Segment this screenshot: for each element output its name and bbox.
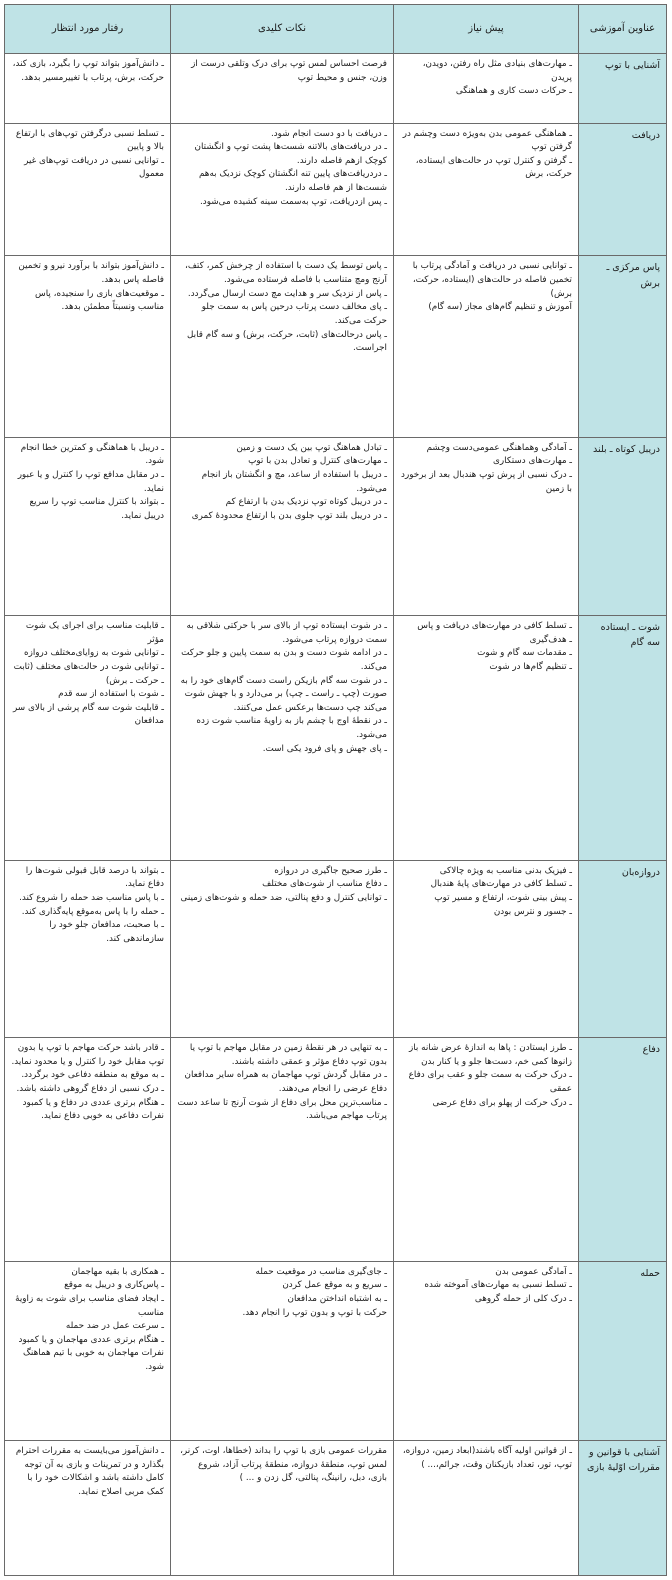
cell-line: ـ شوت با استفاده از سه قدم bbox=[58, 689, 164, 700]
topic-cell: شوت ـ ایستاده سه گام bbox=[579, 616, 667, 861]
key-points-cell bbox=[171, 256, 394, 437]
curriculum-table bbox=[4, 4, 667, 1576]
cell-line: ـ بتواند با درصد قابل قبولی شوت‌ها را دفاع نماید. bbox=[25, 865, 164, 890]
cell-line: ـ طرز صحیح جاگیری در دروازه bbox=[274, 865, 387, 876]
cell-line: ـ پای جهش و پای فرود یکی است. bbox=[262, 743, 387, 754]
prerequisites-cell bbox=[394, 123, 579, 256]
table-row bbox=[5, 860, 667, 1037]
cell-line: ـ پیش بینی شوت، ارتفاع و مسیر توپ bbox=[434, 893, 572, 904]
prerequisites-cell bbox=[394, 860, 579, 1037]
key-points-cell bbox=[171, 1261, 394, 1440]
cell-line: ـ بتواند با کنترل مناسب توپ را سریع دریبل نماید. bbox=[29, 497, 164, 521]
cell-line: ـ قابلیت شوت سه گام پرشی از بالای سر مدافعان bbox=[12, 702, 164, 727]
topic-cell: دریبل کوتاه ـ بلند bbox=[579, 437, 667, 615]
table-header-row bbox=[5, 5, 667, 54]
cell-line: ـ پاس‌کاری و دریبل به موقع bbox=[64, 1280, 164, 1291]
cell-line: ـ درک نسبی از پرش توپ هندبال بعد از برخورد با زمین bbox=[401, 470, 572, 494]
cell-line: ـ درک حرکت از پهلو برای دفاع عرضی bbox=[432, 1097, 572, 1108]
cell-line: ـ تسلط نسبی درگرفتن توپ‌های با ارتفاع بالا و پایین bbox=[15, 128, 164, 153]
topic-cell: پاس مرکزی ـ برش bbox=[579, 256, 667, 437]
cell-line: ـ تسلط نسبی به مهارت‌های آموخته شده bbox=[424, 1280, 572, 1291]
cell-line: ـ پای مخالف دست پرتاب درحین پاس به سمت جلو حرکت می‌کند. bbox=[201, 302, 387, 326]
cell-line: ـ توانایی نسبی در دریافت و آمادگی پرتاب با تخمین فاصله در حالت‌های (ایستاده، حرکت، برش) bbox=[412, 261, 572, 299]
key-points-cell bbox=[171, 616, 394, 861]
cell-line: ـ آمادگی وهماهنگی عمومی‌دست وچشم bbox=[426, 442, 572, 453]
cell-line: ـ به موقع به منطقه دفاعی خود برگردد. bbox=[21, 1070, 164, 1081]
key-points-cell bbox=[171, 123, 394, 256]
key-points-cell bbox=[171, 1440, 394, 1575]
cell-line: ـ پاس درحالت‌های (ثابت، حرکت، برش) و سه گام قابل اجراست. bbox=[187, 329, 387, 354]
cell-line: ـ هدف‌گیری bbox=[529, 634, 572, 645]
cell-line: آموزش و تنظیم گام‌های مجاز (سه گام) bbox=[428, 302, 572, 313]
prerequisites-cell bbox=[394, 616, 579, 861]
topic-cell: دریافت bbox=[579, 123, 667, 256]
cell-line: ـ دانش‌آموز بتواند با برآورد نیرو و تخمین فاصله پاس بدهد. bbox=[18, 261, 164, 286]
cell-line: ـ تسلط کافی در مهارت‌های دریافت و پاس bbox=[417, 621, 572, 632]
topic-cell: دفاع bbox=[579, 1038, 667, 1262]
prerequisites-cell bbox=[394, 256, 579, 437]
cell-line: ـ با پاس مناسب ضد حمله را شروع کند. bbox=[19, 893, 164, 904]
cell-line: ـ دریبل با هماهنگی و کمترین خطا انجام شود. bbox=[20, 442, 164, 467]
cell-line: ـ تنظیم گام‌ها در شوت bbox=[489, 661, 572, 672]
expected-behavior-cell bbox=[5, 256, 171, 437]
expected-behavior-cell bbox=[5, 616, 171, 861]
cell-line: ـ توانایی شوت به زوایای‌مختلف دروازه bbox=[24, 648, 164, 659]
table-body bbox=[5, 54, 667, 1576]
expected-behavior-cell bbox=[5, 54, 171, 124]
expected-behavior-cell bbox=[5, 1038, 171, 1262]
prerequisites-cell bbox=[394, 1038, 579, 1262]
cell-line: ـ درک کلی از حمله گروهی bbox=[474, 1293, 572, 1304]
table-wrapper bbox=[4, 4, 666, 1576]
cell-line: ـ از قوانین اولیه آگاه باشند(ابعاد زمین، دروازه، توپ، تور، تعداد بازیکنان وقت، جرائم،... ) bbox=[402, 1445, 572, 1470]
cell-line: ـ فیزیک بدنی مناسب به ویژه چالاکی bbox=[439, 865, 572, 876]
cell-line: ـ با صحبت، مدافعان جلو خود را سازماندهی کند. bbox=[49, 920, 164, 944]
cell-line: ـ دانش‌آموز می‌بایست به مقررات احترام بگذارد و در تمرینات و بازی به آن توجه کامل داشته باشد و اشکالات خود را با کمک مربی اصلاح نماید. bbox=[15, 1445, 164, 1497]
cell-line: ـ به اشتباه انداختن مدافعان bbox=[287, 1293, 387, 1304]
cell-line: ـ درک حرکت به سمت جلو و عقب برای دفاع عمقی bbox=[408, 1070, 572, 1094]
cell-line: ـ در دریبل بلند توپ جلوی بدن با ارتفاع محدودهٔ کمری bbox=[191, 510, 387, 521]
cell-line: ـ پس ازدریافت، توپ به‌سمت سینه کشیده می‌شود. bbox=[199, 196, 387, 207]
header-key-points: نکات کلیدی bbox=[171, 5, 394, 54]
cell-line: ـ مناسب‌ترین محل برای دفاع از شوت آرنج تا ساعد دست پرتاب مهاجم می‌باشد. bbox=[177, 1097, 387, 1122]
cell-line: ـ در نقطهٔ اوج با چشم باز به زاویهٔ مناسب شوت زده می‌شود. bbox=[196, 716, 387, 741]
table-row bbox=[5, 1440, 667, 1575]
cell-line: مقررات عمومی بازی با توپ را بداند (خطاها، اوت، کرنر، لمس توپ، منطقهٔ دروازه، منطقهٔ پرتاب آزاد، شروع بازی، دبل، رانینگ، پنالتی، گل زدن و ... ) bbox=[180, 1445, 387, 1484]
table-row bbox=[5, 437, 667, 615]
key-points-cell bbox=[171, 54, 394, 124]
cell-line: ـ قادر باشد حرکت مهاجم با توپ یا بدون توپ مقابل خود را کنترل و یا محدود نماید. bbox=[11, 1043, 164, 1067]
table-row bbox=[5, 123, 667, 256]
cell-line: ـ حرکات دست کاری و هماهنگی bbox=[455, 86, 572, 97]
cell-line: ـ پاس از نزدیک سر و هدایت مچ دست ارسال می‌گردد. bbox=[187, 288, 387, 299]
cell-line: ـ حمله را با پاس به‌موقع پایه‌گذاری کند. bbox=[21, 906, 164, 917]
cell-line: ـ درک نسبی از دفاع گروهی داشته باشد. bbox=[16, 1083, 164, 1094]
cell-line: ـ جای‌گیری مناسب در موقعیت حمله bbox=[255, 1266, 387, 1277]
cell-line: ـ همکاری با بقیه مهاجمان bbox=[71, 1266, 164, 1277]
cell-line: ـ ایجاد فضای مناسب برای شوت به زاویهٔ مناسب bbox=[15, 1293, 164, 1318]
cell-line: ـ در شوت سه گام بازیکن راست دست گام‌های خود را به صورت (چپ ـ راست ـ چپ) بر می‌دارد و با جهش شوت می‌کند چپ دست‌ها برعکس عمل می‌کنند. bbox=[180, 675, 387, 713]
cell-line: ـ دردریافت‌های پایین تنه انگشتان کوچک نزدیک به‌هم شست‌ها از هم فاصله دارند. bbox=[198, 169, 387, 193]
cell-line: ـ هنگام برتری عددی مهاجمان و یا کمبود نفرات مهاجمان به خوبی با تیم هماهنگ شود. bbox=[18, 1334, 164, 1373]
cell-line: ـ مهارت‌های کنترل و تعادل بدن با توپ bbox=[248, 456, 387, 467]
cell-line: ـ سرعت عمل در ضد حمله bbox=[65, 1321, 164, 1332]
expected-behavior-cell bbox=[5, 1440, 171, 1575]
cell-line: ـ تسلط کافی در مهارت‌های پایهٔ هندبال bbox=[430, 879, 572, 890]
cell-line: ـ گرفتن و کنترل توپ در حالت‌های ایستاده، حرکت، برش bbox=[415, 155, 572, 180]
cell-line: ـ دفاع مناسب از شوت‌های مختلف bbox=[262, 879, 387, 890]
cell-line: ـ مقدمات سه گام و شوت bbox=[477, 648, 572, 659]
cell-line: ـ طرز ایستادن : پاها به اندازهٔ عرض شانه باز زانوها کمی خم، دست‌ها جلو و یا کنار بدن bbox=[408, 1043, 572, 1067]
cell-line: ـ جسور و نترس بودن bbox=[493, 906, 572, 917]
header-topic: عناوین آموزشی bbox=[579, 5, 667, 54]
cell-line: ـ در ادامه شوت دست و بدن به سمت پایین و جلو حرکت می‌کند. bbox=[181, 648, 387, 672]
cell-line: حرکت با توپ و بدون توپ را انجام دهد. bbox=[242, 1307, 387, 1318]
cell-line: ـ دریبل با استفاده از ساعد، مچ و انگشتان باز انجام می‌شود. bbox=[201, 470, 387, 494]
cell-line: ـ در شوت ایستاده توپ از بالای سر با حرکتی شلاقی به سمت دروازه پرتاب می‌شود. bbox=[186, 621, 387, 645]
cell-line: ـ هنگام برتری عددی در دفاع و یا کمبود نفرات دفاعی به خوبی دفاع نماید. bbox=[22, 1097, 164, 1122]
cell-line: ـ توانایی کنترل و دفع پنالتی، ضد حمله و شوت‌های زمینی bbox=[180, 893, 387, 904]
cell-line: ـ در دریبل کوتاه توپ نزدیک بدن با ارتفاع کم bbox=[225, 497, 387, 508]
cell-line: ـ در دریافت‌های بالاتنه شست‌ها پشت توپ و انگشتان کوچک ازهم فاصله دارند. bbox=[194, 142, 387, 166]
key-points-cell bbox=[171, 860, 394, 1037]
key-points-cell bbox=[171, 437, 394, 615]
cell-line: ـ آمادگی عمومی بدن bbox=[495, 1266, 572, 1277]
cell-line: ـ سریع و به موقع عمل کردن bbox=[282, 1280, 387, 1291]
topic-cell: حمله bbox=[579, 1261, 667, 1440]
cell-line: ـ هماهنگی عمومی بدن به‌ویژه دست وچشم در گرفتن توپ bbox=[402, 128, 572, 153]
table-row bbox=[5, 54, 667, 124]
table-row bbox=[5, 616, 667, 861]
header-prerequisites: پیش نیاز bbox=[394, 5, 579, 54]
expected-behavior-cell bbox=[5, 1261, 171, 1440]
cell-line: ـ پاس توسط یک دست با استفاده از چرخش کمر، کتف، آرنج ومچ متناسب با فاصله فرستاده می‌شود. bbox=[184, 261, 387, 286]
expected-behavior-cell bbox=[5, 437, 171, 615]
cell-line: ـ قابلیت مناسب برای اجرای یک شوت مؤثر bbox=[25, 621, 164, 645]
key-points-cell bbox=[171, 1038, 394, 1262]
expected-behavior-cell bbox=[5, 860, 171, 1037]
prerequisites-cell bbox=[394, 1440, 579, 1575]
cell-line: ـ به تنهایی در هر نقطهٔ زمین در مقابل مهاجم با توپ یا بدون توپ دفاع مؤثر و عمقی داشته باشند. bbox=[189, 1043, 387, 1067]
cell-line: ـ تبادل هماهنگ توپ بین یک دست و زمین bbox=[236, 442, 387, 453]
cell-line: ـ توانایی نسبی در دریافت توپ‌های غیر معمول bbox=[24, 155, 164, 180]
cell-line: ـ توانایی شوت در حالت‌های مختلف (ثابت ـ حرکت ـ برش) bbox=[13, 661, 164, 686]
topic-cell: دروازه‌بان bbox=[579, 860, 667, 1037]
expected-behavior-cell bbox=[5, 123, 171, 256]
prerequisites-cell bbox=[394, 54, 579, 124]
table-row bbox=[5, 1038, 667, 1262]
header-expected-behavior: رفتار مورد انتظار bbox=[5, 5, 171, 54]
cell-line: ـ موقعیت‌های بازی را سنجیده، پاس مناسب ونسبتاً مطمئن بدهد. bbox=[34, 288, 164, 313]
table-row bbox=[5, 1261, 667, 1440]
prerequisites-cell bbox=[394, 1261, 579, 1440]
prerequisites-cell bbox=[394, 437, 579, 615]
cell-line: ـ مهارت‌های دستکاری bbox=[493, 456, 572, 467]
cell-line: فرصت احساس لمس توپ برای درک وتلقی درست از وزن، جنس و محیط توپ bbox=[191, 59, 387, 83]
table-row bbox=[5, 256, 667, 437]
cell-line: ـ دانش‌آموز بتواند توپ را بگیرد، بازی کند، حرکت، برش، پرتاب با تغییرمسیر بدهد. bbox=[12, 59, 164, 83]
cell-line: ـ در مقابل گردش توپ مهاجمان به همراه سایر مدافعان دفاع عرضی را انجام می‌دهند. bbox=[184, 1070, 387, 1094]
cell-line: ـ مهارت‌های بنیادی مثل راه رفتن، دویدن، پریدن bbox=[422, 59, 572, 83]
cell-line: ـ در مقابل مدافع توپ را کنترل و یا عبور نماید. bbox=[17, 470, 164, 494]
cell-line: ـ دریافت با دو دست انجام شود. bbox=[270, 128, 387, 139]
topic-cell: آشنایی با توپ bbox=[579, 54, 667, 124]
topic-cell: آشنایی با قوانین و مقررات اوّلیهٔ بازی bbox=[579, 1440, 667, 1575]
